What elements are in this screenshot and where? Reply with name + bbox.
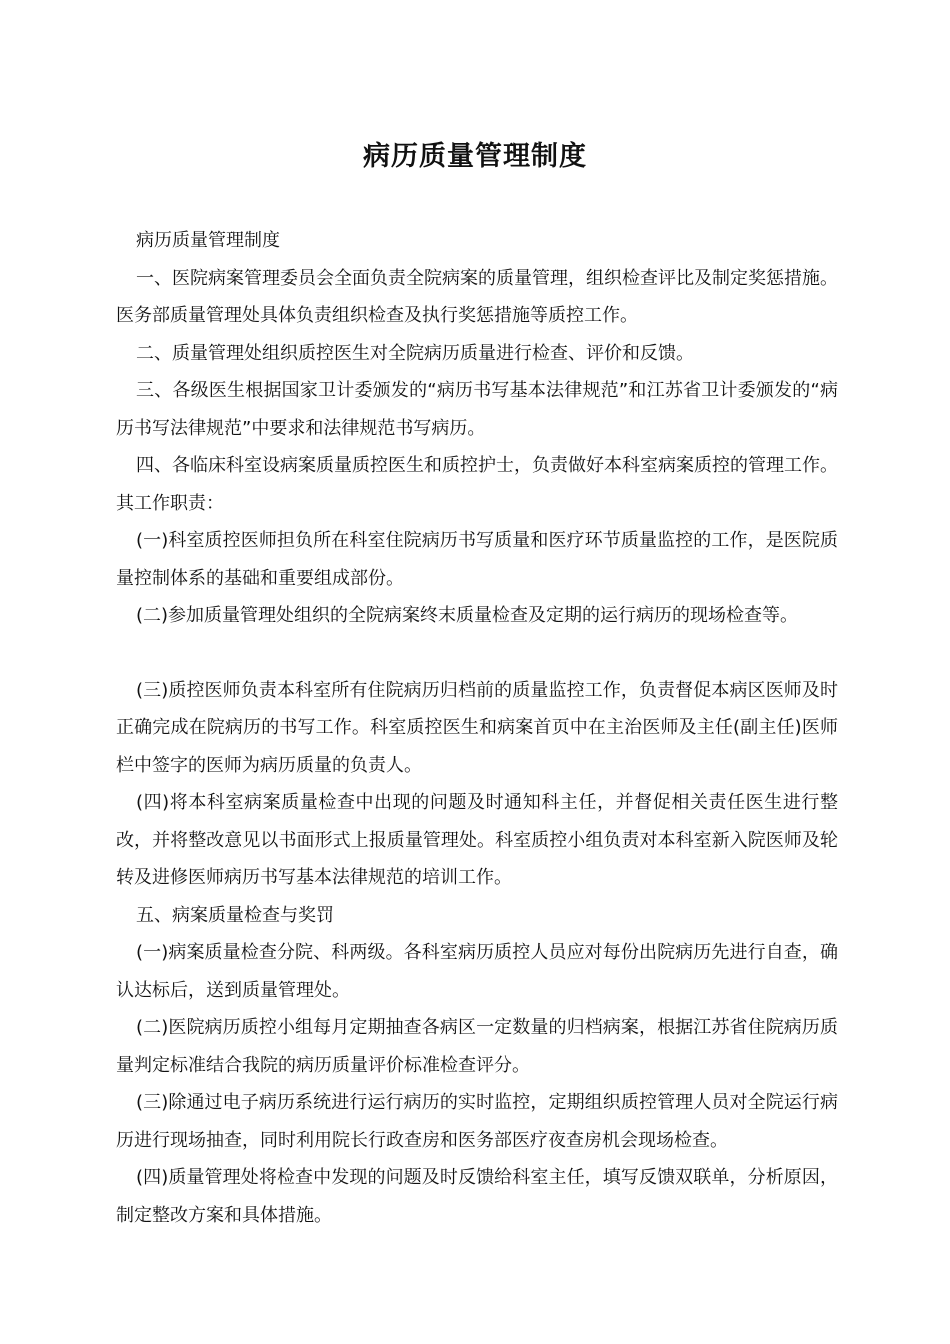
paragraph-subtitle: 病历质量管理制度 <box>136 230 280 251</box>
paragraph-section-4-item-1: (一)科室质控医师担负所在科室住院病历书写质量和医疗环节质量监控的工作，是医院质量控制体系的基础和重要组成部份。 <box>116 530 838 589</box>
document-body <box>116 222 838 1234</box>
paragraph-section-4-item-3: (三)质控医师负责本科室所有住院病历归档前的质量监控工作，负责督促本病区医师及时正确完成在院病历的书写工作。科室质控医生和病案首页中在主治医师及主任(副主任)医师栏中签字的医师为病历质量的负责人。 <box>116 679 838 776</box>
paragraph-section-2: 二、质量管理处组织质控医生对全院病历质量进行检查、评价和反馈。 <box>136 342 694 364</box>
paragraph-section-5-item-2: (二)医院病历质控小组每月定期抽查各病区一定数量的归档病案，根据江苏省住院病历质量判定标准结合我院的病历质量评价标准检查评分。 <box>116 1017 838 1076</box>
document-title: 病历质量管理制度 <box>363 141 587 172</box>
paragraph-section-3: 三、各级医生根据国家卫计委颁发的“病历书写基本法律规范”和江苏省卫计委颁发的“病历书写法律规范”中要求和法律规范书写病历。 <box>116 380 838 439</box>
paragraph-section-5: 五、病案质量检查与奖罚 <box>136 904 334 926</box>
paragraph-section-5-item-1: (一)病案质量检查分院、科两级。各科室病历质控人员应对每份出院病历先进行自查，确认达标后，送到质量管理处。 <box>116 942 838 1001</box>
paragraph-section-4-item-2: (二)参加质量管理处组织的全院病案终末质量检查及定期的运行病历的现场检查等。 <box>136 605 799 626</box>
paragraph-section-5-item-4: (四)质量管理处将检查中发现的问题及时反馈给科室主任，填写反馈双联单，分析原因，制定整改方案和具体措施。 <box>116 1167 838 1226</box>
paragraph-section-5-item-3: (三)除通过电子病历系统进行运行病历的实时监控，定期组织质控管理人员对全院运行病历进行现场抽查，同时利用院长行政查房和医务部医疗夜查房机会现场检查。 <box>116 1092 838 1151</box>
paragraph-section-4: 四、各临床科室设病案质量质控医生和质控护士，负责做好本科室病案质控的管理工作。其工作职责： <box>116 455 838 514</box>
paragraph-section-1: 一、医院病案管理委员会全面负责全院病案的质量管理，组织检查评比及制定奖惩措施。医务部质量管理处具体负责组织检查及执行奖惩措施等质控工作。 <box>116 267 838 326</box>
paragraph-section-4-item-4: (四)将本科室病案质量检查中出现的问题及时通知科主任，并督促相关责任医生进行整改，并将整改意见以书面形式上报质量管理处。科室质控小组负责对本科室新入院医师及轮转及进修医师病历书写基本法律规范的培训工作。 <box>116 792 838 888</box>
